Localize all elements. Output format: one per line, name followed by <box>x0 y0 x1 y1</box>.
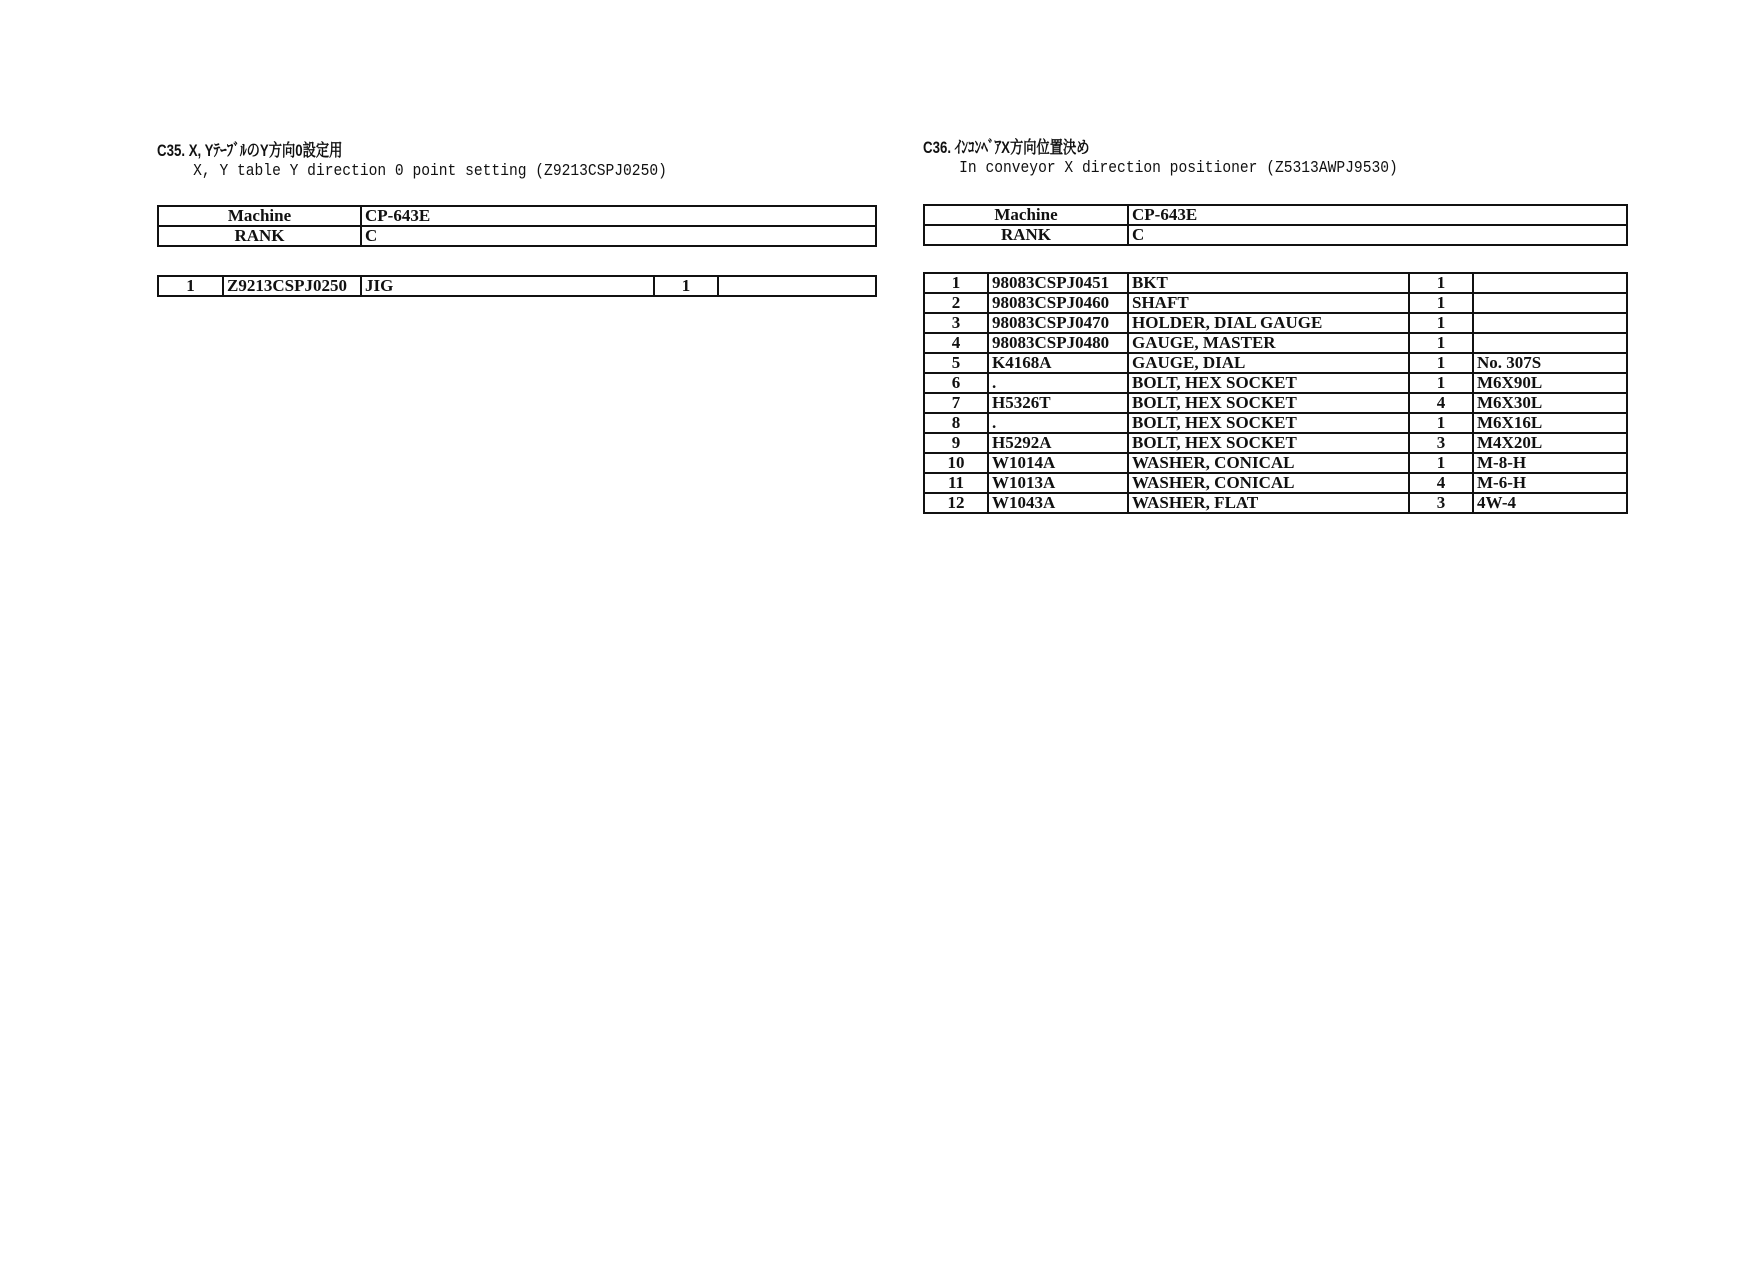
part-number-cell: 4 <box>924 333 988 353</box>
quantity-cell: 3 <box>1409 433 1473 453</box>
part-name-cell: GAUGE, MASTER <box>1128 333 1409 353</box>
rank-row <box>158 226 876 246</box>
part-number-cell: 9 <box>924 433 988 453</box>
table-row <box>924 313 1627 333</box>
table-row <box>924 433 1627 453</box>
quantity-cell: 1 <box>1409 353 1473 373</box>
part-number-cell: 2 <box>924 293 988 313</box>
part-number-cell: 10 <box>924 453 988 473</box>
table-row <box>158 276 876 296</box>
note-cell: M6X90L <box>1473 373 1627 393</box>
part-name-cell: WASHER, CONICAL <box>1128 473 1409 493</box>
quantity-cell: 1 <box>1409 413 1473 433</box>
part-code-cell: 98083CSPJ0460 <box>988 293 1128 313</box>
parts-table <box>923 272 1628 514</box>
rank-row <box>924 225 1627 245</box>
section-title-jp: C36. ｲﾝｺﾝﾍﾞｱX方向位置決め <box>923 138 1090 157</box>
quantity-cell: 1 <box>1409 313 1473 333</box>
table-row <box>924 293 1627 313</box>
machine-label: Machine <box>158 206 361 226</box>
table-row <box>924 373 1627 393</box>
table-row <box>924 353 1627 373</box>
part-code-cell: K4168A <box>988 353 1128 373</box>
part-number-cell: 1 <box>158 276 223 296</box>
machine-table <box>157 205 877 247</box>
note-cell <box>1473 273 1627 293</box>
note-cell: M6X30L <box>1473 393 1627 413</box>
quantity-cell: 3 <box>1409 493 1473 513</box>
part-code-cell: H5326T <box>988 393 1128 413</box>
quantity-cell: 4 <box>1409 473 1473 493</box>
part-number-cell: 3 <box>924 313 988 333</box>
quantity-cell: 1 <box>1409 293 1473 313</box>
quantity-cell: 1 <box>1409 373 1473 393</box>
part-name-cell: BOLT, HEX SOCKET <box>1128 393 1409 413</box>
table-row <box>924 493 1627 513</box>
table-row <box>924 473 1627 493</box>
quantity-cell: 1 <box>654 276 718 296</box>
part-code-cell: W1014A <box>988 453 1128 473</box>
part-number-cell: 8 <box>924 413 988 433</box>
parts-table <box>157 275 877 297</box>
part-code-cell: Z9213CSPJ0250 <box>223 276 361 296</box>
section-title-jp: C35. X, YﾃｰﾌﾞﾙのY方向0設定用 <box>157 141 343 160</box>
note-cell: No. 307S <box>1473 353 1627 373</box>
quantity-cell: 1 <box>1409 333 1473 353</box>
part-code-cell: 98083CSPJ0451 <box>988 273 1128 293</box>
part-name-cell: JIG <box>361 276 654 296</box>
table-row <box>924 413 1627 433</box>
part-code-cell: W1043A <box>988 493 1128 513</box>
table-row <box>924 333 1627 353</box>
note-cell: 4W-4 <box>1473 493 1627 513</box>
quantity-cell: 1 <box>1409 273 1473 293</box>
part-name-cell: WASHER, CONICAL <box>1128 453 1409 473</box>
part-code-cell: 98083CSPJ0470 <box>988 313 1128 333</box>
part-name-cell: BKT <box>1128 273 1409 293</box>
rank-value: C <box>1128 225 1627 245</box>
part-name-cell: WASHER, FLAT <box>1128 493 1409 513</box>
note-cell <box>1473 313 1627 333</box>
part-name-cell: SHAFT <box>1128 293 1409 313</box>
rank-label: RANK <box>924 225 1128 245</box>
note-cell <box>718 276 876 296</box>
machine-row <box>924 205 1627 225</box>
note-cell: M-6-H <box>1473 473 1627 493</box>
part-number-cell: 7 <box>924 393 988 413</box>
part-code-cell: . <box>988 413 1128 433</box>
machine-row <box>158 206 876 226</box>
section-title-en: X, Y table Y direction 0 point setting (Z9213CSPJ0250) <box>193 162 667 181</box>
part-name-cell: BOLT, HEX SOCKET <box>1128 433 1409 453</box>
note-cell: M-8-H <box>1473 453 1627 473</box>
part-name-cell: BOLT, HEX SOCKET <box>1128 373 1409 393</box>
machine-label: Machine <box>924 205 1128 225</box>
machine-table <box>923 204 1628 246</box>
note-cell: M6X16L <box>1473 413 1627 433</box>
rank-value: C <box>361 226 876 246</box>
quantity-cell: 4 <box>1409 393 1473 413</box>
part-code-cell: 98083CSPJ0480 <box>988 333 1128 353</box>
note-cell: M4X20L <box>1473 433 1627 453</box>
table-row <box>924 453 1627 473</box>
part-name-cell: BOLT, HEX SOCKET <box>1128 413 1409 433</box>
rank-label: RANK <box>158 226 361 246</box>
part-number-cell: 11 <box>924 473 988 493</box>
part-number-cell: 5 <box>924 353 988 373</box>
quantity-cell: 1 <box>1409 453 1473 473</box>
machine-value: CP-643E <box>361 206 876 226</box>
note-cell <box>1473 333 1627 353</box>
table-row <box>924 273 1627 293</box>
table-row <box>924 393 1627 413</box>
part-name-cell: HOLDER, DIAL GAUGE <box>1128 313 1409 333</box>
machine-value: CP-643E <box>1128 205 1627 225</box>
note-cell <box>1473 293 1627 313</box>
part-number-cell: 1 <box>924 273 988 293</box>
part-code-cell: W1013A <box>988 473 1128 493</box>
part-number-cell: 12 <box>924 493 988 513</box>
part-code-cell: . <box>988 373 1128 393</box>
part-name-cell: GAUGE, DIAL <box>1128 353 1409 373</box>
section-title-en: In conveyor X direction positioner (Z5313AWPJ9530) <box>959 159 1398 178</box>
part-code-cell: H5292A <box>988 433 1128 453</box>
part-number-cell: 6 <box>924 373 988 393</box>
section-c35 <box>157 141 875 295</box>
section-c36 <box>923 138 1626 512</box>
